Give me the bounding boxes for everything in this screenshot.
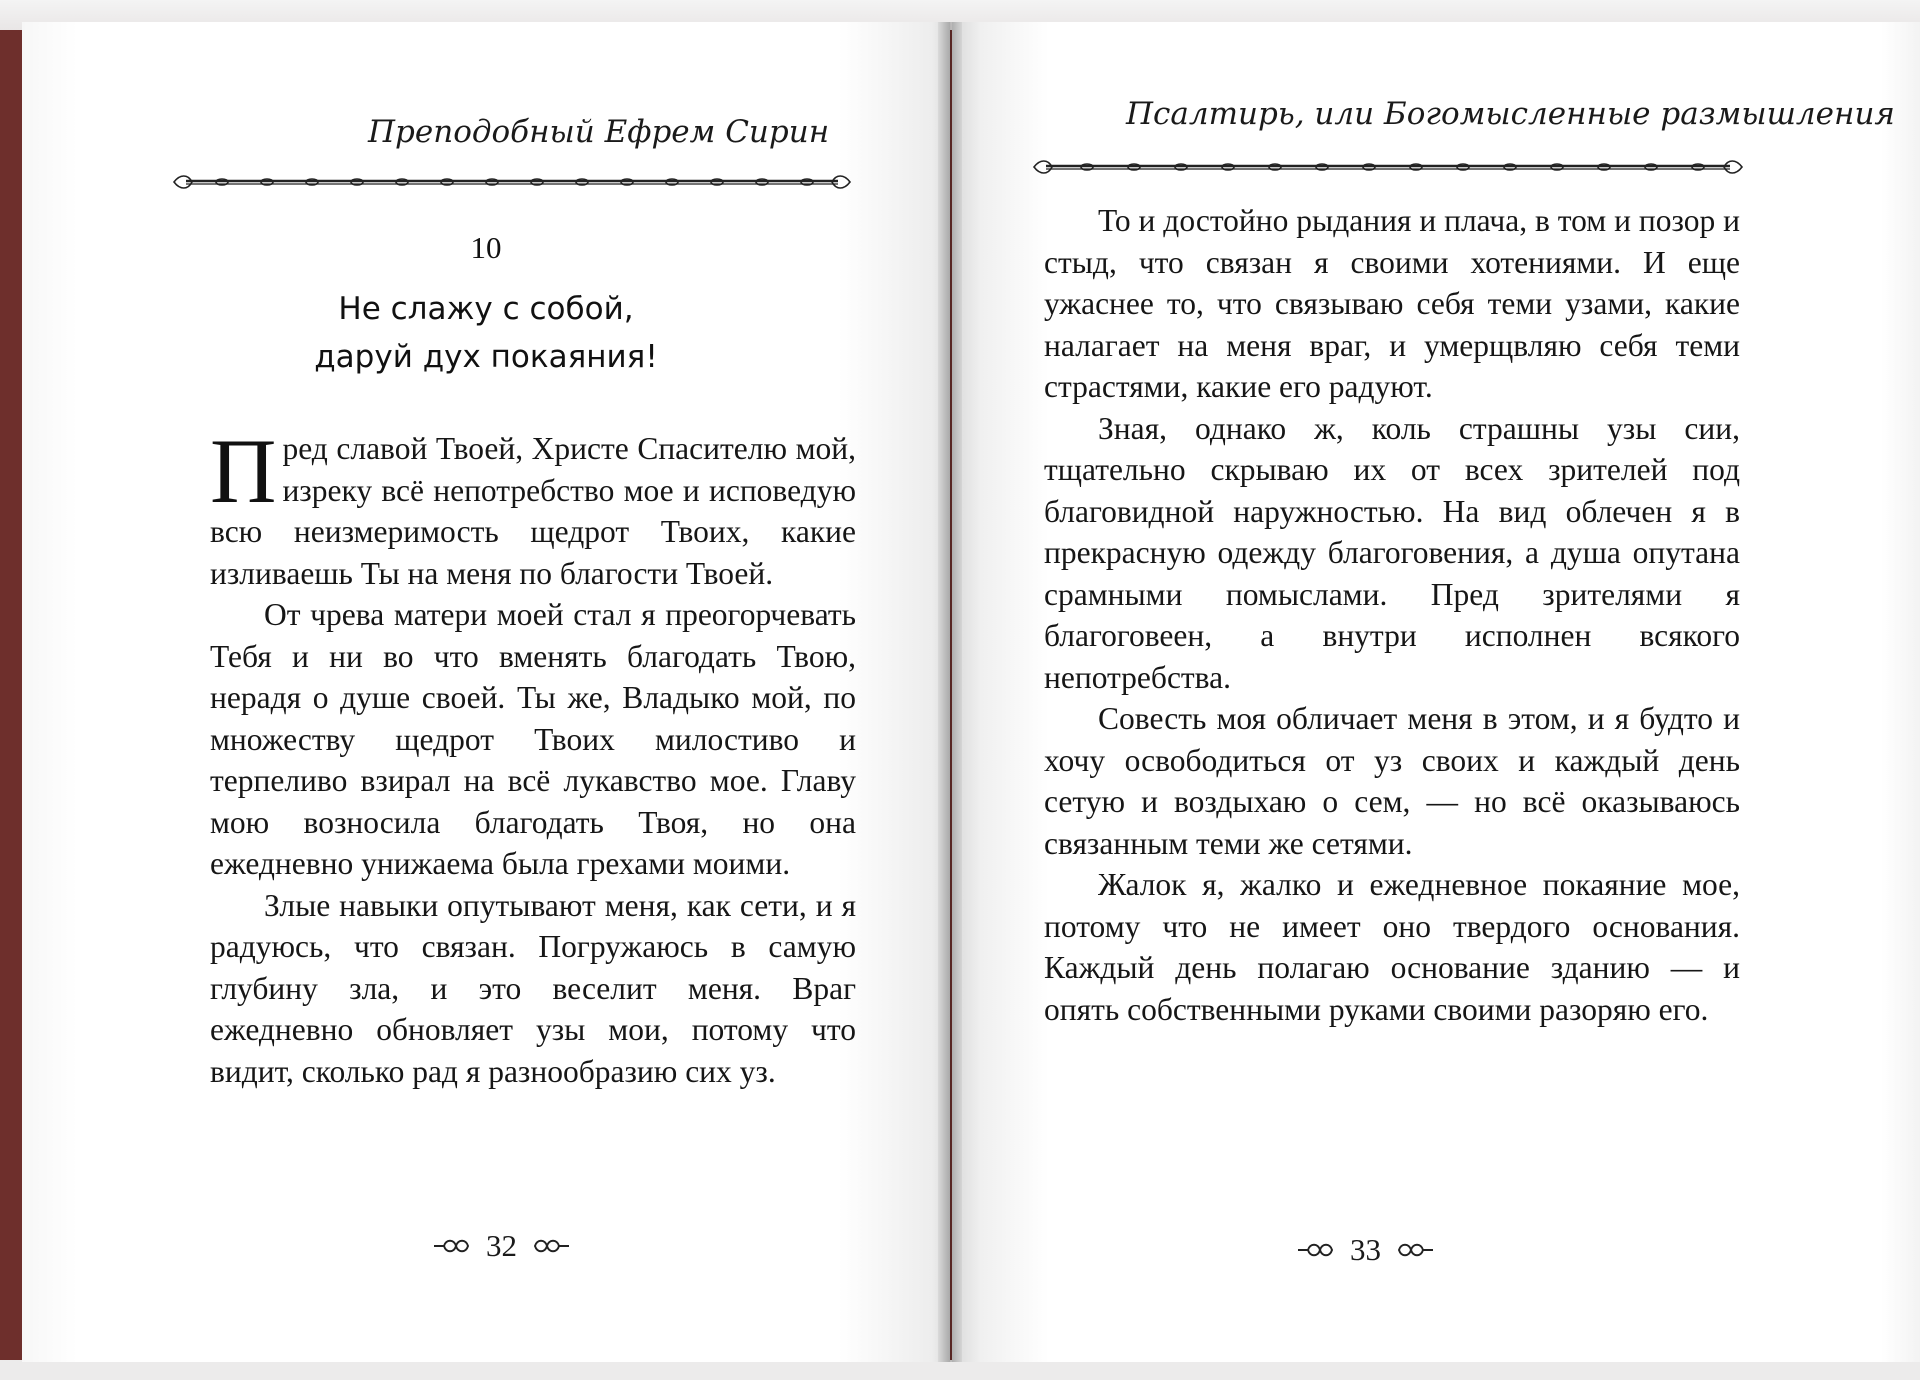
paragraph: Пред славой Твоей, Христе Спасителю мой, изреку всё непотребство мое и исповедую всю неизмеримость щедрот Твоих, какие изливаешь Ты на меня по благости Твоей. (210, 420, 856, 591)
right-page-body (1044, 200, 1740, 1030)
right-page-number (1296, 1232, 1435, 1268)
knot-ornament-icon (1296, 1241, 1336, 1259)
book-spine-shadow (938, 22, 962, 1362)
paragraph: Жалок я, жалко и ежедневное покаяние мое, потому что не имеет оно твердого основания. Каждый день полагаю основание зданию — и опять собственными руками своими разоряю его. (1044, 867, 1740, 1027)
paragraph: Зная, однако ж, коль страшны узы сии, тщательно скрываю их от всех зрителей под благовидной наружностью. На вид облечен я в прекрасную одежду благоговения, а душа опутана срамными помыслами. Пред зрителями я благоговеен, а внутри исполнен всякого непотребства. (1044, 410, 1740, 695)
chapter-title (22, 285, 950, 381)
left-running-head: Преподобный Ефрем Сирин (368, 114, 830, 150)
knot-ornament-icon (1395, 1241, 1435, 1259)
book-cover-bottom (0, 1360, 1920, 1380)
paragraph: Совесть моя обличает меня в этом, и я будто и хочу освободиться от уз своих и каждый день сетую и воздыхаю о сем, — но всё оказываюсь связанным теми же сетями. (1044, 701, 1740, 861)
ornamental-rule-icon (172, 170, 852, 194)
chapter-title-line-1: Не слажу с собой, (338, 291, 634, 327)
left-page-body (210, 420, 856, 1092)
knot-ornament-icon (432, 1237, 472, 1255)
paragraph: То и достойно рыдания и плача, в том и позор и стыд, что связан я своими хотениями. И еще ужаснее то, что связываю себя теми узами, какие налагает на меня враг, и умерщвляю себя теми страстями, какие его радуют. (1044, 203, 1740, 404)
paragraph: Злые навыки опутывают меня, как сети, и я радуюсь, что связан. Погружаюсь в самую глубину зла, и это веселит меня. Враг ежедневно обновляет узы мои, потому что видит, сколько рад я разнообразию сих уз. (210, 887, 856, 1089)
knot-ornament-icon (531, 1237, 571, 1255)
left-page-number (432, 1228, 571, 1264)
paragraph: От чрева матери моей стал я преогорчевать Тебя и ни во что вменять благодать Твою, нерадя о душе своей. Ты же, Владыко мой, по множеству щедрот Твоих милостиво и терпеливо взирал на всё лукавство мое. Главу мою возносила благодать Твоя, но она ежедневно унижаема была грехами моими. (210, 597, 856, 881)
drop-cap: П (210, 420, 277, 522)
page-number-text: 32 (486, 1228, 517, 1263)
page-number-text: 33 (1350, 1232, 1381, 1267)
ornamental-rule-icon (1032, 155, 1744, 179)
chapter-number: 10 (470, 230, 502, 265)
right-running-head: Псалтирь, или Богомысленные размышления (1126, 96, 1895, 132)
chapter-title-line-2: даруй дух покаяния! (314, 339, 658, 375)
